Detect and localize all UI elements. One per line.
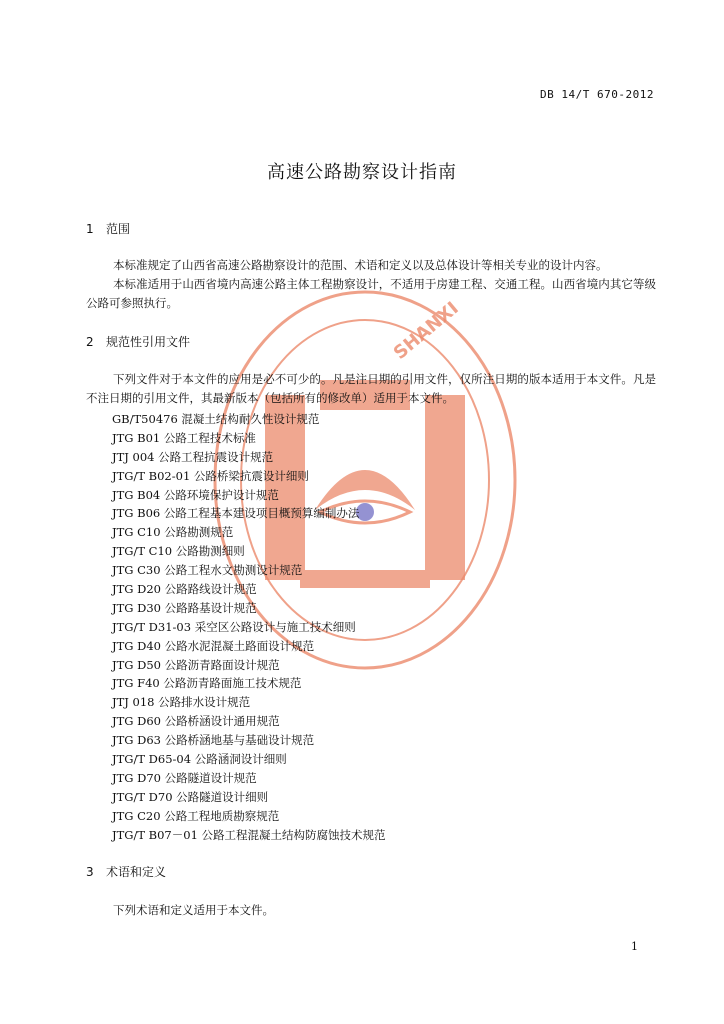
reference-item: JTG/T D31-03 采空区公路设计与施工技术细则 [112,619,356,634]
page-number: 1 [631,940,638,953]
section-title: 规范性引用文件 [106,335,191,349]
section-number: 2 [86,335,94,349]
reference-item: JTG B04 公路环境保护设计规范 [112,487,279,502]
reference-item: JTG/T D70 公路隧道设计细则 [112,789,269,804]
reference-item: JTG F40 公路沥青路面施工技术规范 [112,676,302,691]
reference-item: JTG D60 公路桥涵设计通用规范 [112,714,280,729]
section-number: 1 [86,222,94,236]
document-title: 高速公路勘察设计指南 [267,162,457,183]
reference-item: JTG D63 公路桥涵地基与基础设计规范 [112,733,315,748]
reference-item: GB/T50476 混凝土结构耐久性设计规范 [112,412,320,426]
section-1-paragraph-2: 本标准适用于山西省境内高速公路主体工程勘察设计，不适用于房建工程、交通工程。山西省境内其它等级公路可参照执行。 [86,277,656,310]
section-3-paragraph-1: 下列术语和定义适用于本文件。 [113,903,274,917]
standard-number: DB 14/T 670-2012 [540,88,654,101]
reference-item: JTG D30 公路路基设计规范 [112,600,257,615]
reference-item: JTG D20 公路路线设计规范 [112,582,257,597]
section-title: 术语和定义 [106,865,167,879]
reference-item: JTG D70 公路隧道设计规范 [112,770,257,785]
reference-item: JTG C30 公路工程水文勘测设计规范 [112,563,303,578]
reference-item: JTG/T B07－01 公路工程混凝土结构防腐蚀技术规范 [112,827,386,842]
reference-item: JTG/T D65-04 公路涵洞设计细则 [112,752,287,767]
section-1-heading [86,220,130,237]
reference-item: JTG/T B02-01 公路桥梁抗震设计细则 [112,468,309,483]
seal-text: SHANXI [389,297,463,364]
section-2-paragraph-1: 下列文件对于本文件的应用是必不可少的。凡是注日期的引用文件，仅所注日期的版本适用于本文件。凡是不注日期的引用文件，其最新版本（包括所有的修改单）适用于本文件。 [86,372,656,405]
reference-item: JTG B06 公路工程基本建设项目概预算编制办法 [112,506,360,521]
section-number: 3 [86,865,94,879]
reference-item: JTG D50 公路沥青路面设计规范 [112,657,280,672]
reference-item: JTG C10 公路勘测规范 [112,525,234,540]
reference-item: JTG/T C10 公路勘测细则 [112,544,245,559]
section-1-paragraph-1: 本标准规定了山西省高速公路勘察设计的范围、术语和定义以及总体设计等相关专业的设计内容。 [113,258,608,272]
reference-item: JTJ 018 公路排水设计规范 [112,695,251,710]
reference-list [112,410,386,844]
reference-item: JTJ 004 公路工程抗震设计规范 [112,449,274,464]
reference-item: JTG B01 公路工程技术标准 [112,430,256,445]
section-2-heading [86,333,190,350]
reference-item: JTG D40 公路水泥混凝土路面设计规范 [112,638,315,653]
section-3-heading [86,863,166,880]
section-title: 范围 [106,222,131,236]
reference-item: JTG C20 公路工程地质勘察规范 [112,808,280,823]
